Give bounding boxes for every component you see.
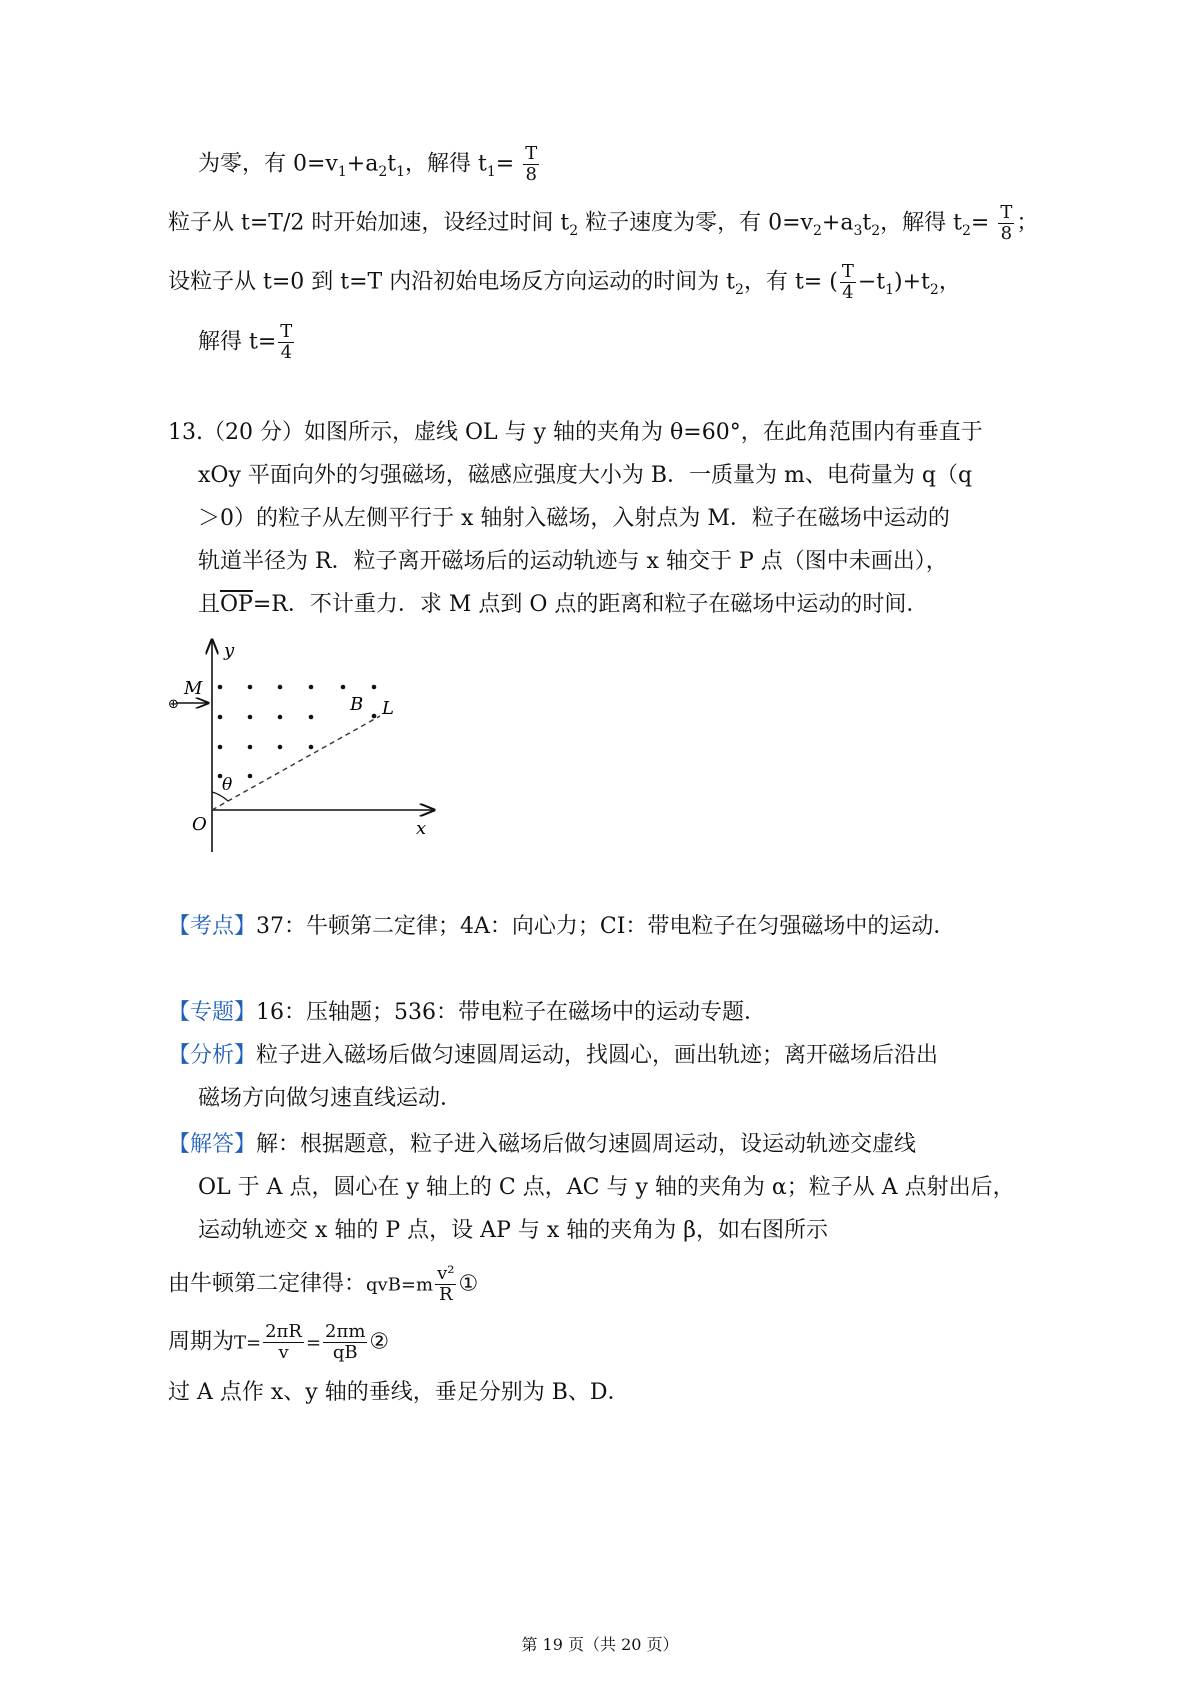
q13-line-1: 13.（20 分）如图所示，虚线 OL 与 y 轴的夹角为 θ=60°，在此角范围内有垂直于 <box>168 420 983 445</box>
label-O: O <box>192 814 207 835</box>
jieda-line-2: OL 于 A 点，圆心在 y 轴上的 C 点，AC 与 y 轴的夹角为 α；粒子从 A 点射出后， <box>198 1175 1015 1200</box>
q13-line-2: xOy 平面向外的匀强磁场，磁感应强度大小为 B．一质量为 m、电荷量为 q（q <box>198 463 973 488</box>
jieda-line-3: 运动轨迹交 x 轴的 P 点，设 AP 与 x 轴的夹角为 β，如右图所示 <box>198 1218 828 1243</box>
prev-line-3: 设粒子从 t=0 到 t=T 内沿初始电场反方向运动的时间为 $t_2$，有 t= ( $\frac{T}{4}$ $-t_1)+t_2$， <box>168 261 961 303</box>
dashed-line-OL <box>212 716 380 810</box>
fraction-2piR-over-v: $\frac{2\pi R}{v}$ <box>265 1321 302 1363</box>
fraction-T-over-4: $\frac{T}{4}$ <box>841 261 854 303</box>
fenxi-line-1: 【分析】粒子进入磁场后做匀速圆周运动，找圆心，画出轨迹；离开磁场后沿出 <box>168 1043 939 1068</box>
kaodian-tag: 【考点】 <box>168 914 257 939</box>
label-M: M <box>184 678 203 699</box>
jieda-last-line: 过 A 点作 x、y 轴的垂线，垂足分别为 B、D． <box>168 1380 630 1405</box>
fraction-2pim-over-qB: $\frac{2\pi m}{qB}$ <box>325 1321 366 1363</box>
label-theta: θ <box>222 775 233 795</box>
jieda-line-1: 【解答】解：根据题意，粒子进入磁场后做匀速圆周运动，设运动轨迹交虚线 <box>168 1132 917 1157</box>
q13-line-4: 轨道半径为 R．粒子离开磁场后的运动轨迹与 x 轴交于 P 点（图中未画出）， <box>198 549 948 574</box>
label-x: x <box>416 818 427 839</box>
label-y: y <box>224 640 235 661</box>
plus-particle-icon: ⊕ <box>168 697 179 712</box>
label-L: L <box>382 698 394 719</box>
kaodian-line: 【考点】37：牛顿第二定律；4A：向心力；CI：带电粒子在匀强磁场中的运动． <box>168 914 956 939</box>
prev-line-4: 解得 t= $\frac{T}{4}$ <box>198 321 293 363</box>
q13-line-5: 且$\overline{OP}=R$．不计重力．求 M 点到 O 点的距离和粒子在磁场中运动的时间． <box>198 592 929 617</box>
fraction-T-over-8-second: $\frac{T}{8}$ <box>1000 202 1013 244</box>
q13-line-3: ＞0）的粒子从左侧平行于 x 轴射入磁场，入射点为 M．粒子在磁场中运动的 <box>198 506 950 531</box>
page-footer: 第 19 页（共 20 页） <box>521 1635 679 1654</box>
prev-line-2: 粒子从 t=T/2 时开始加速，设经过时间 $t_2$ 粒子速度为零，有 $0=v_2+a_3t_2$，解得 $t_2=$ $\frac{T}{8}$ ； <box>168 202 1039 244</box>
fenxi-tag: 【分析】 <box>168 1043 257 1068</box>
zhuanti-tag: 【专题】 <box>168 1000 257 1025</box>
segment-op: $\overline{OP}$ <box>220 592 253 617</box>
fraction-T-over-8: $\frac{T}{8}$ <box>525 143 538 185</box>
fenxi-line-2: 磁场方向做匀速直线运动． <box>198 1086 463 1111</box>
jieda-tag: 【解答】 <box>168 1132 257 1157</box>
zhuanti-line: 【专题】16：压轴题；536：带电粒子在磁场中的运动专题． <box>168 1000 767 1025</box>
label-B: B <box>350 694 364 715</box>
equation-1: 由牛顿第二定律得：qvB=m $\frac{\text{v²}}{R}$ ① <box>168 1263 479 1305</box>
equation-2: 周期为T= $\frac{2\pi R}{v}$ = $\frac{2\pi m}{qB}$ ② <box>168 1321 390 1363</box>
fraction-T-over-4-result: $\frac{T}{4}$ <box>280 321 293 363</box>
magnetic-field-figure <box>168 632 448 862</box>
prev-line-1: 为零，有 $0=v_1+a_2t_1$，解得 $t_1=$ $\frac{T}{8}$ <box>198 143 538 185</box>
fraction-v2-over-R: $\frac{\text{v²}}{R}$ <box>437 1263 455 1305</box>
